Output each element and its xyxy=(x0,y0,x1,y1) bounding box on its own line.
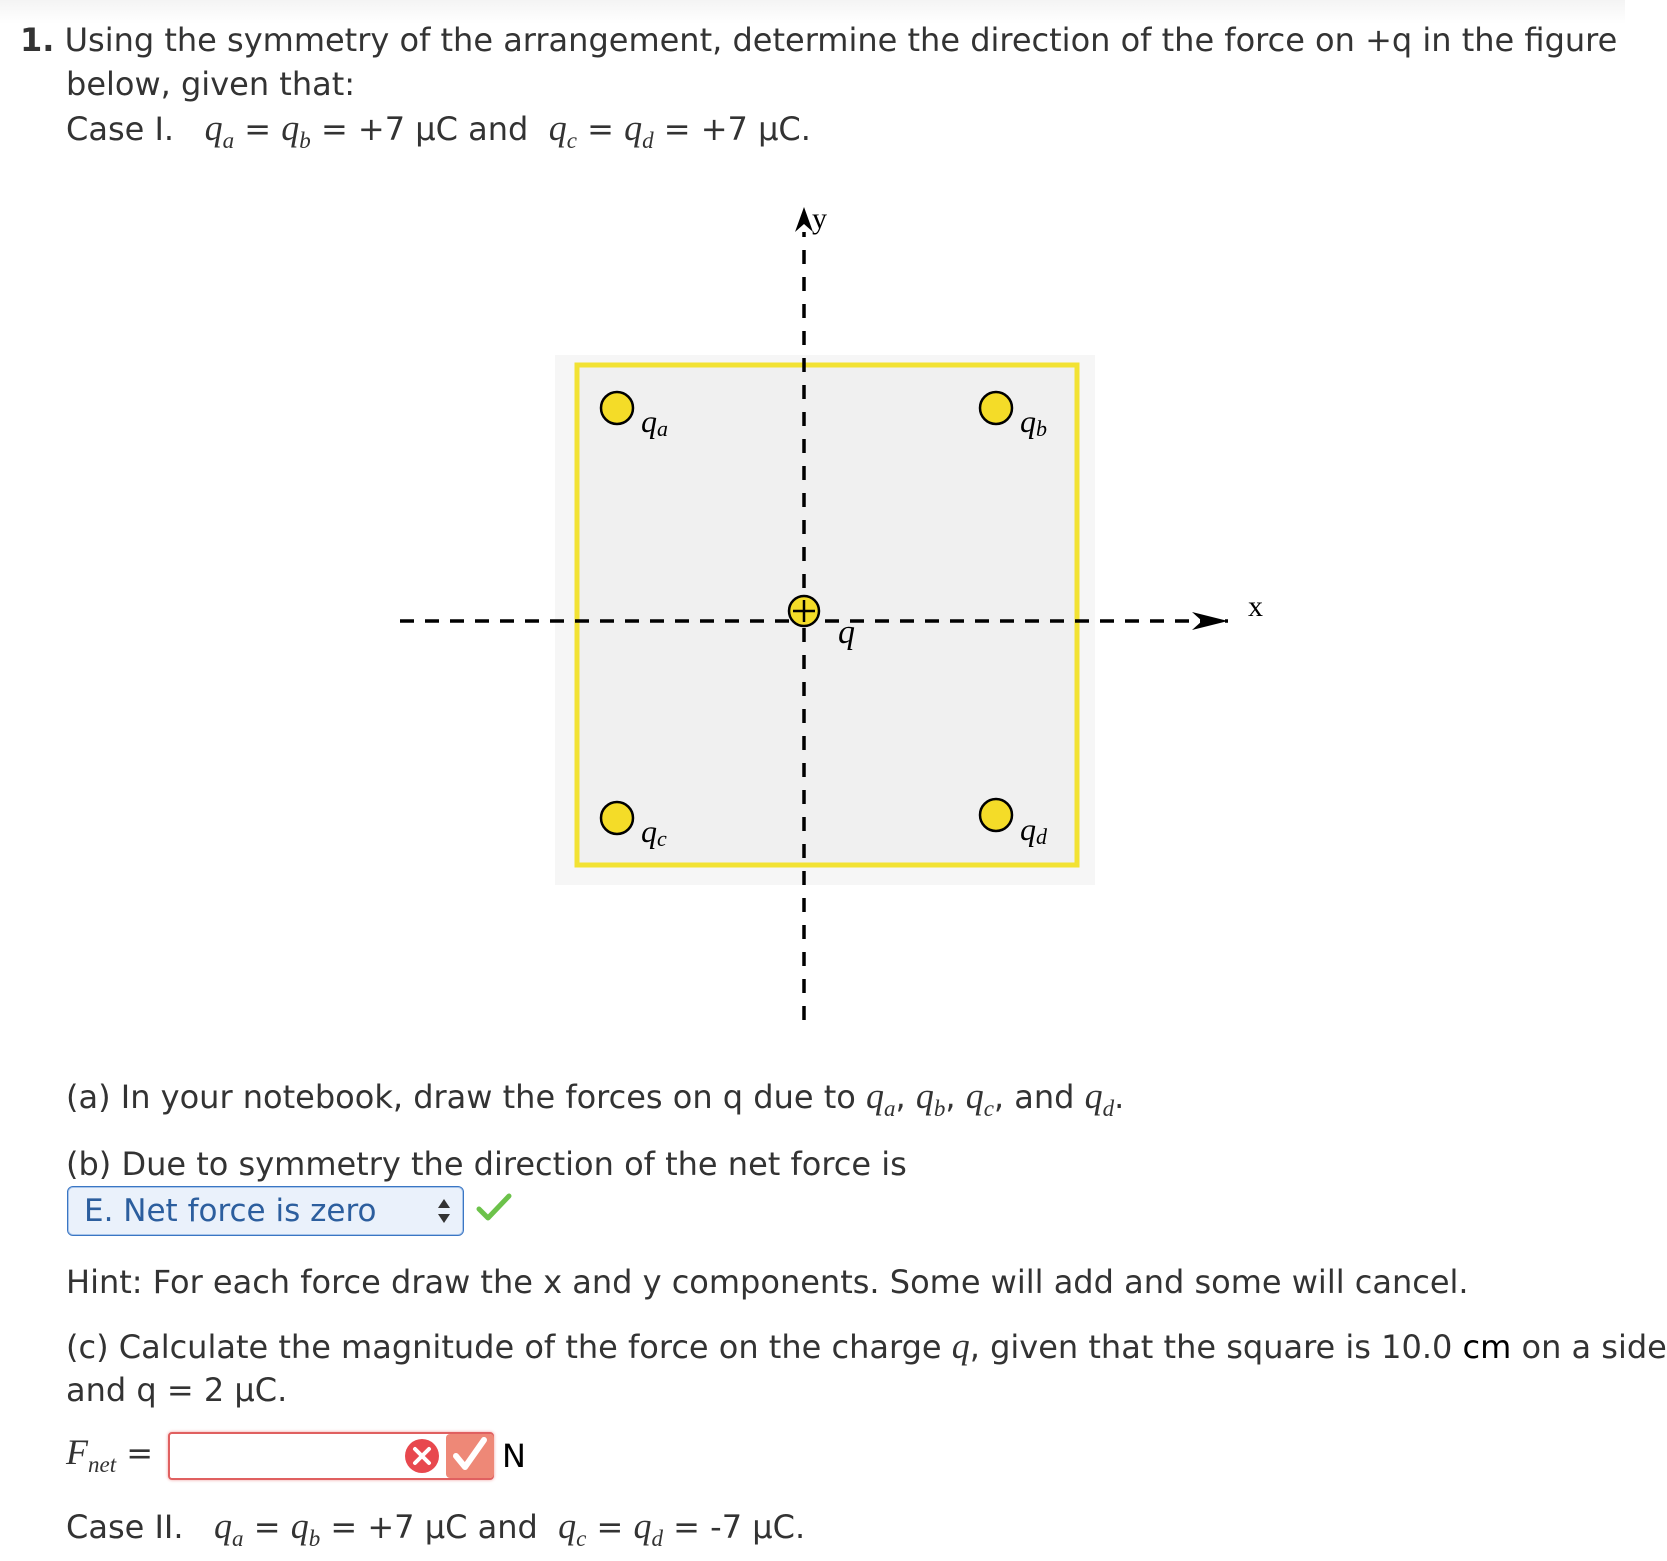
direction-select[interactable] xyxy=(67,1186,464,1236)
x-axis-arrowhead xyxy=(1192,612,1228,630)
case-2-label: Case II. xyxy=(66,1508,184,1546)
x-axis-label: x xyxy=(1248,590,1263,623)
part-b-prompt: (b) Due to symmetry the direction of the net force is xyxy=(66,1145,907,1183)
case-2-statement: Case II. $q_a = q_b = +7$ μC and $q_c = q_d = -7$ μC. xyxy=(66,1506,806,1551)
correct-check-icon xyxy=(476,1192,512,1224)
y-axis-arrowhead xyxy=(795,207,813,232)
select-updown-icon xyxy=(437,1195,451,1227)
question-line-2: below, given that: xyxy=(66,65,356,103)
charge-qd-circle xyxy=(980,799,1012,831)
fnet-unit: N xyxy=(502,1437,526,1475)
charge-qa-label: qa xyxy=(641,403,668,441)
y-axis-label: y xyxy=(812,202,827,235)
incorrect-x-icon xyxy=(404,1438,440,1474)
charge-qb-label: qb xyxy=(1020,403,1047,441)
charge-qd-label: qd xyxy=(1020,811,1047,849)
check-answer-icon[interactable] xyxy=(446,1434,494,1478)
square-boundary xyxy=(577,365,1077,865)
part-c-line-2: and q = 2 μC. xyxy=(66,1371,288,1409)
charge-qb-circle xyxy=(980,392,1012,424)
part-c-line-1: (c) Calculate the magnitude of the force on the charge q, given that the square is 10.0 cm on a side xyxy=(66,1326,1667,1366)
fnet-label: $F_{net}$ = xyxy=(66,1432,154,1477)
part-a: (a) In your notebook, draw the forces on q due to $q_a$, $q_b$, $q_c$, and $q_d$. xyxy=(66,1076,1125,1121)
charge-qa-circle xyxy=(601,392,633,424)
question-number: 1. xyxy=(20,21,55,59)
case-1-statement: Case I. $q_a = q_b = +7$ μC and $q_c = q_d = +7$ μC. xyxy=(66,108,811,153)
charge-qc-label: qc xyxy=(641,813,667,851)
case-1-label: Case I. xyxy=(66,110,175,148)
charge-qc-circle xyxy=(601,802,633,834)
direction-select-value: E. Net force is zero xyxy=(84,1193,377,1229)
hint-text: Hint: For each force draw the x and y components. Some will add and some will cancel. xyxy=(66,1263,1469,1301)
question-text-1: Using the symmetry of the arrangement, determine the direction of the force on +q in the figure xyxy=(64,21,1618,59)
test-charge-label: q xyxy=(838,614,855,651)
